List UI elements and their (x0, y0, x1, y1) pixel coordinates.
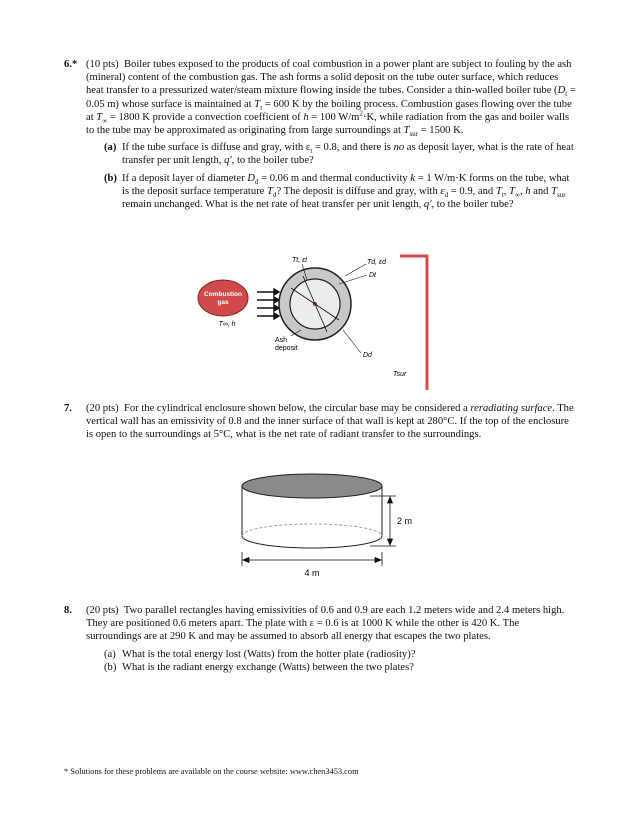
combustion-gas-bubble (198, 280, 248, 316)
ash-label-1: Ash (275, 337, 288, 344)
gas-params-label: T∞, h (218, 321, 236, 328)
problem-6-text: (10 pts) Boiler tubes exposed to the products of coal combustion in a power plant are subject to fouling by the ash (mineral) content of the combustion gas. The ash forms a solid deposit on the tube outer surface, which reduces heat transfer to a pressurized water/steam mixture flowing inside the tubes. Consider a thin-walled boiler tube ($D_t = 0.05$ m) whose surface is maintained at $T_t = 600$ K by the boiling process. Combustion gases flowing over the tube at $T_\infty = 1800$ K provide a convection coefficient of h = 100 $W/m^2\cdot K$, while radiation from the gas and boiler walls to the tube may be approximated as originating from large surroundings at $T_{sur} = 1500$ K. (86, 59, 576, 139)
problem-6-number: 6.* (64, 59, 78, 70)
tube-diameter-label: Dt (369, 272, 376, 279)
problem-8-number: 8. (64, 605, 72, 616)
problem-8-part-b: (b) What is the radiant energy exchange (Watts) between the two plates? (104, 661, 414, 673)
boiler-tube-figure (195, 250, 445, 390)
footnote: * Solutions for these problems are available on the course website: www.chen3453.com (64, 767, 359, 776)
cylinder-figure (228, 472, 418, 582)
combustion-gas-label-1: Combustion (204, 291, 242, 298)
problem-6-part-b: (b) If a deposit layer of diameter $D_d = 0.06$ m and thermal conductivity k = 1 W/m·K forms on the tube, what is the deposit surface temperature $T_d$? The deposit is diffuse and gray, with $\varepsilon_d = 0.9$, and $T_t$, $T_\infty$, h and $T_{sur}$ remain unchanged. What is the net rate of heat transfer per unit length, q', to the boiler tube? (104, 172, 570, 211)
gas-flow-arrows (257, 289, 279, 319)
deposit-diameter-label: Dd (363, 352, 372, 359)
tube-surface-label: Tt, εt (292, 257, 308, 264)
surroundings-label: Tsur (393, 371, 407, 378)
problem-7-number: 7. (64, 403, 72, 414)
diameter-label: 4 m (304, 568, 320, 578)
combustion-gas-label-2: gas (217, 299, 229, 306)
problem-8-text: (20 pts) Two parallel rectangles having emissivities of 0.6 and 0.9 are each 1.2 meters wide and 2.4 meters high. They are positioned 0.6 meters apart. The plate with ε = 0.6 is at 1000 K while the other is 420 K. The surroundings are at 290 K and may be assumed to absorb all energy that escapes the two plates. (86, 605, 565, 643)
problem-8-part-a: (a) What is the total energy lost (Watts) from the hotter plate (radiosity)? (104, 648, 416, 660)
problem-6-part-a: (a) If the tube surface is diffuse and gray, with $\varepsilon_t = 0.8$, and there is no as deposit layer, what is the rate of heat transfer per unit length, q', to the boiler tube? (104, 142, 574, 167)
surroundings-wall (400, 256, 427, 390)
problem-7 (64, 402, 576, 442)
diameter-dimension (242, 552, 382, 566)
problem-8 (64, 604, 576, 674)
deposit-surface-label: Td, εd (367, 259, 387, 266)
problem-6 (64, 58, 576, 211)
height-label: 2 m (397, 516, 413, 526)
cylinder-top (242, 474, 382, 498)
ash-label-2: deposit (275, 345, 298, 352)
problem-6-points: (10 pts) (86, 59, 119, 70)
problem-7-text: (20 pts) For the cylindrical enclosure shown below, the circular base may be considered a reradiating surface. The vertical wall has an emissivity of 0.8 and the inner surface of that wall is kept at 280°C. If the top of the enclosure is open to the surroundings at 5°C, what is the net rate of radiant transfer to the surroundings. (86, 403, 574, 441)
